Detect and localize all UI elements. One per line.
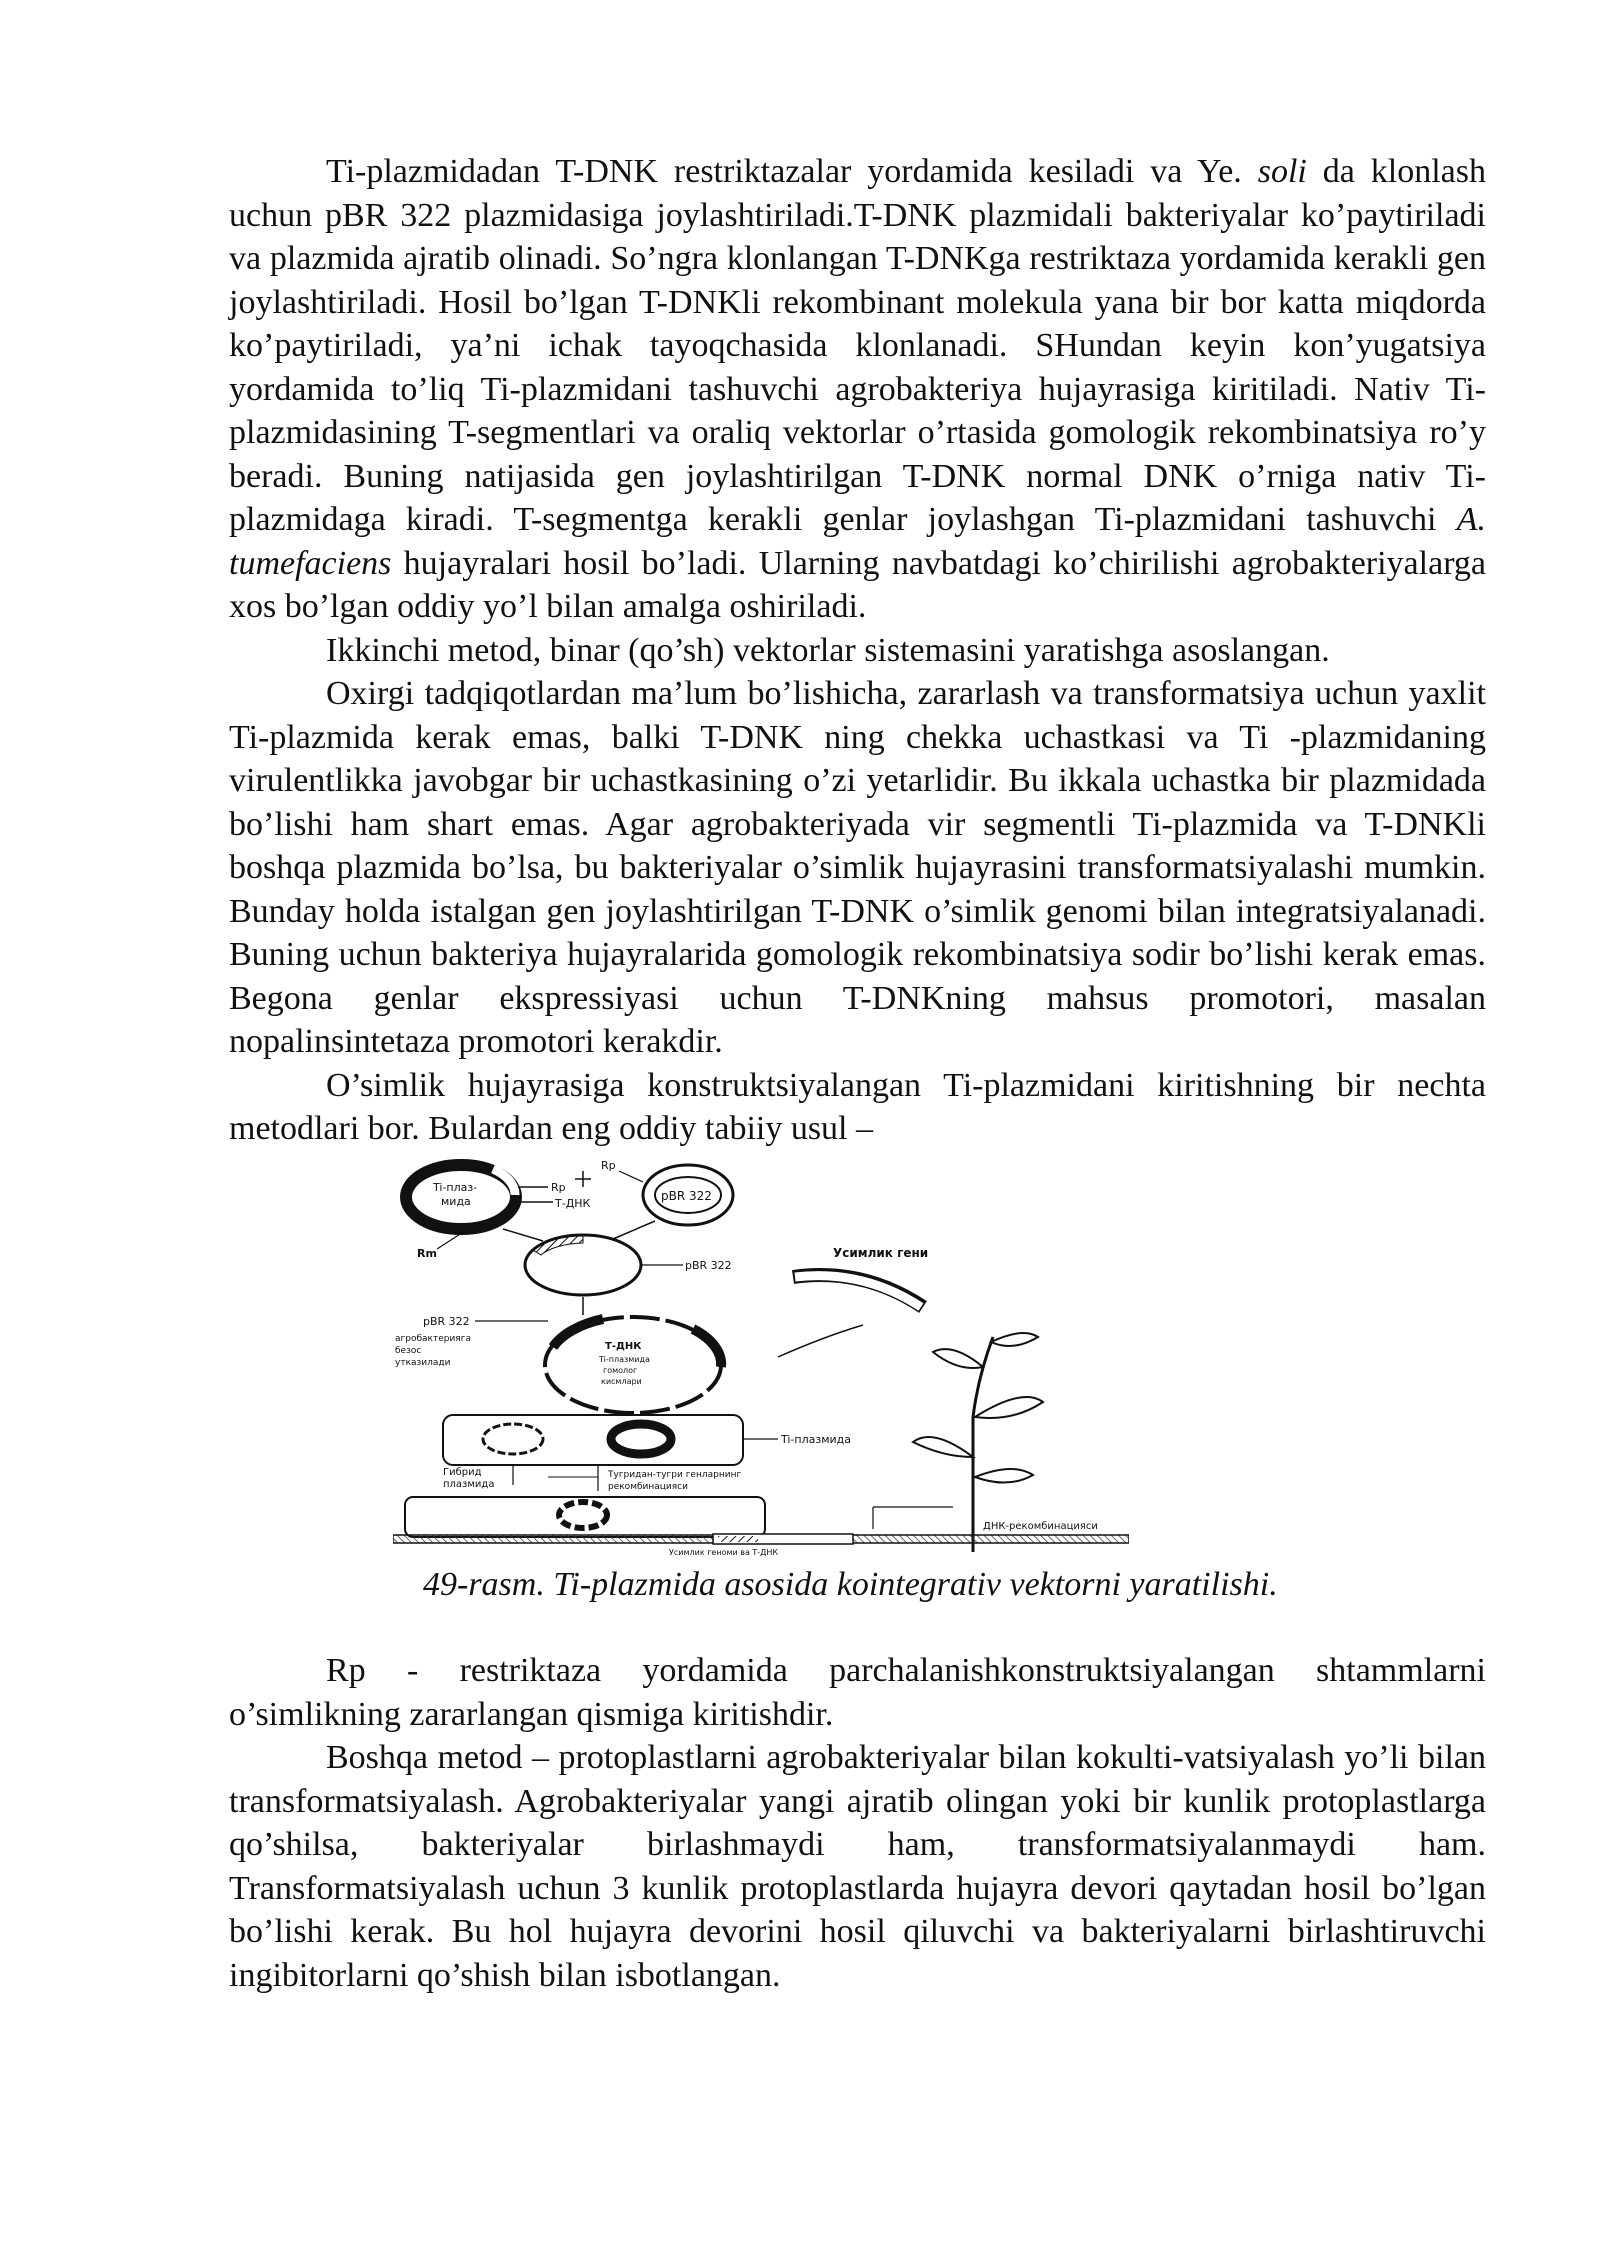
rp-label: Rp bbox=[551, 1180, 566, 1194]
pbr322-circle-label: pBR 322 bbox=[661, 1188, 712, 1203]
ti-plasmid-in-cell bbox=[611, 1424, 671, 1454]
integrated-plasmid bbox=[559, 1502, 607, 1528]
rekomb-label-2: рекомбинацияси bbox=[608, 1481, 688, 1492]
rekomb-label-1: Тугридан-тугри генларнинг bbox=[608, 1469, 742, 1480]
tdnk-center-2: Ti-плазмида bbox=[599, 1354, 650, 1364]
cointegrate-dark-segment-2 bbox=[553, 1319, 603, 1347]
plant-leaf-3 bbox=[933, 1349, 983, 1368]
paragraph-6: Boshqa metod – protoplastlarni agrobakteriyalar bilan kokulti-vatsiyalash yo’li bilan transformatsiyalash. Agrobakteriyalar yangi ajratib olingan yoki bir kunlik protoplastlarga qo’shilsa, bakteriyalar birlashmaydi ham, transformatsiyalanmaydi ham. Transformatsiyalash uchun 3 kunlik protoplastlarda hujayra devori qaytadan hosil bo’lgan bo’lishi kerak. Bu hol hujayra devorini hosil qiluvchi va bakteriyalarni birlashtiruvchi ingibitorlarni qo’shish bilan isbotlangan. bbox=[229, 1739, 1486, 1994]
cointegrate-dark-segment bbox=[693, 1329, 721, 1367]
rp-top-label: Rp bbox=[601, 1158, 616, 1172]
rp-top-pointer bbox=[619, 1171, 643, 1182]
paragraph-3: Oxirgi tadqiqotlardan ma’lum bo’lishicha, zararlash va transformatsiya uchun yaxlit Ti-plazmida kerak emas, balki T-DNK ning chekka uchastkasi va Ti -plazmidaning virulentlikka javobgar bir uchastkasining o’zi yetarlidir. Bu ikkala uchastka bir plazmidada bo’lishi ham shart emas. Agar agrobakteriyada vir segmentli Ti-plazmida va T-DNKli boshqa plazmida bo’lsa, bu bakteriyalar o’simlik hujayrasini transformatsiyalashi mumkin. Bunday holda istalgan gen joylashtirilgan T-DNK o’simlik genomi bilan integratsiyalanadi. Buning uchun bakteriya hujayralarida gomologik rekombinatsiya sodir bo’lishi kerak emas. Begona genlar ekspressiyasi uchun T-DNKning mahsus promotori, masalan nopalinsintetaza promotori kerakdir. bbox=[229, 675, 1486, 1060]
arrow-gene-to-plasmid bbox=[778, 1325, 863, 1357]
italic-term: soli bbox=[1257, 153, 1307, 190]
tdnk-center-4: кисмлари bbox=[601, 1376, 642, 1386]
t-dnk-insert bbox=[533, 1235, 583, 1255]
hybrid-label-1: Гибрид bbox=[443, 1466, 482, 1478]
tdnk-center-1: Т-ДНК bbox=[605, 1340, 642, 1352]
plant-leaf-5 bbox=[975, 1468, 1033, 1482]
pbr-left-label: pBR 322 bbox=[423, 1314, 470, 1328]
agro-label-1: агробактерияга bbox=[395, 1333, 471, 1344]
paragraph-2: Ikkinchi metod, binar (qo’sh) vektorlar sistemasini yaratishga asoslangan. bbox=[326, 631, 1330, 669]
tdnk-center-3: гомолог bbox=[603, 1365, 638, 1375]
arrow-left-to-recomb bbox=[503, 1229, 543, 1241]
plant-leaf-2 bbox=[975, 1397, 1043, 1418]
figure-ti-plasmid-scheme bbox=[229, 1157, 1486, 1557]
dnk-plant-label: ДНК-рекомбинацияси bbox=[983, 1520, 1098, 1532]
bottom-label-1: Усимлик геноми ва Т-ДНК bbox=[669, 1547, 779, 1557]
ti-plasmid-label-2: мида bbox=[441, 1194, 471, 1208]
rm-label: Rm bbox=[417, 1246, 437, 1260]
agro-label-2: безос bbox=[395, 1345, 422, 1356]
hybrid-label-2: плазмида bbox=[443, 1478, 495, 1490]
plant-leaf-1 bbox=[913, 1437, 973, 1457]
agro-label-3: утказилади bbox=[395, 1357, 451, 1368]
spacer bbox=[229, 1606, 1486, 1649]
t-dnk-label: Т-ДНК bbox=[555, 1196, 591, 1210]
arrow-right-to-recomb bbox=[613, 1221, 655, 1239]
text-run: hujayralari hosil bo’ladi. Ularning navbatdagi ko’chirilishi agrobakteriyalarga xos bo’lgan oddiy yo’l bilan amalga oshiriladi. bbox=[229, 544, 1486, 625]
ti-plasmid-label-1: Ti-плаз- bbox=[433, 1180, 478, 1194]
diagram-svg bbox=[393, 1157, 1129, 1557]
ti-plazmida-label: Ti-плазмида bbox=[781, 1432, 852, 1446]
paragraph-1 bbox=[229, 150, 1486, 629]
text-run: da klonlash uchun pBR 322 plazmidasiga joylashtiriladi.T-DNK plazmidali bakteriyalar ko’paytiriladi va plazmida ajratib olinadi. So’ngra klonlangan T-DNKga restriktaza yordamida kerakli gen joylashtiriladi. Hosil bo’lgan T-DNKli rekombinant molekula yana bir bor katta miqdorda ko’paytiriladi, ya’ni ichak tayoqchasida klonlanadi. SHundan keyin kon’yugatsiya yordamida to’liq Ti-plazmidani tashuvchi agrobakteriya hujayrasiga kiritiladi. Nativ Ti-plazmidasining T-segmentlari va oraliq vektorlar o’rtasida gomologik rekombinatsiya ro’y beradi. Buning natijasida gen joylashtirilgan T-DNK normal DNK o’rniga nativ Ti-plazmidaga kiradi. T-segmentga kerakli genlar joylashgan Ti-plazmidani tashuvchi bbox=[229, 153, 1487, 538]
paragraph-5: Rp - restriktaza yordamida parchalanishkonstruktsiyalangan shtammlarni o’simlikning zararlangan qismiga kiritishdir. bbox=[229, 1652, 1486, 1733]
plant-leaf-4 bbox=[991, 1333, 1038, 1346]
text-run: Ti-plazmidadan T-DNK restriktazalar yordamida kesiladi va Ye. bbox=[326, 153, 1258, 190]
pbr-right-label: pBR 322 bbox=[685, 1258, 732, 1272]
tdnk-insert-hatch bbox=[718, 1536, 758, 1542]
hybrid-plasmid-in-cell bbox=[483, 1424, 543, 1454]
figure-caption: 49-rasm. Ti-plazmida asosida kointegrativ vektorni yaratilishi. bbox=[423, 1565, 1278, 1603]
document-page bbox=[229, 150, 1486, 1997]
agrobacterium-cell bbox=[443, 1415, 743, 1465]
useful-gene-label: Усимлик гени bbox=[833, 1245, 929, 1260]
paragraph-4: O’simlik hujayrasiga konstruktsiyalangan Ti-plazmidani kiritishning bir nechta metodlari bor. Bulardan eng oddiy tabiiy usul – bbox=[229, 1066, 1486, 1147]
plant-stem bbox=[973, 1337, 993, 1552]
italic-term: A. tumefaciens bbox=[229, 501, 1486, 582]
